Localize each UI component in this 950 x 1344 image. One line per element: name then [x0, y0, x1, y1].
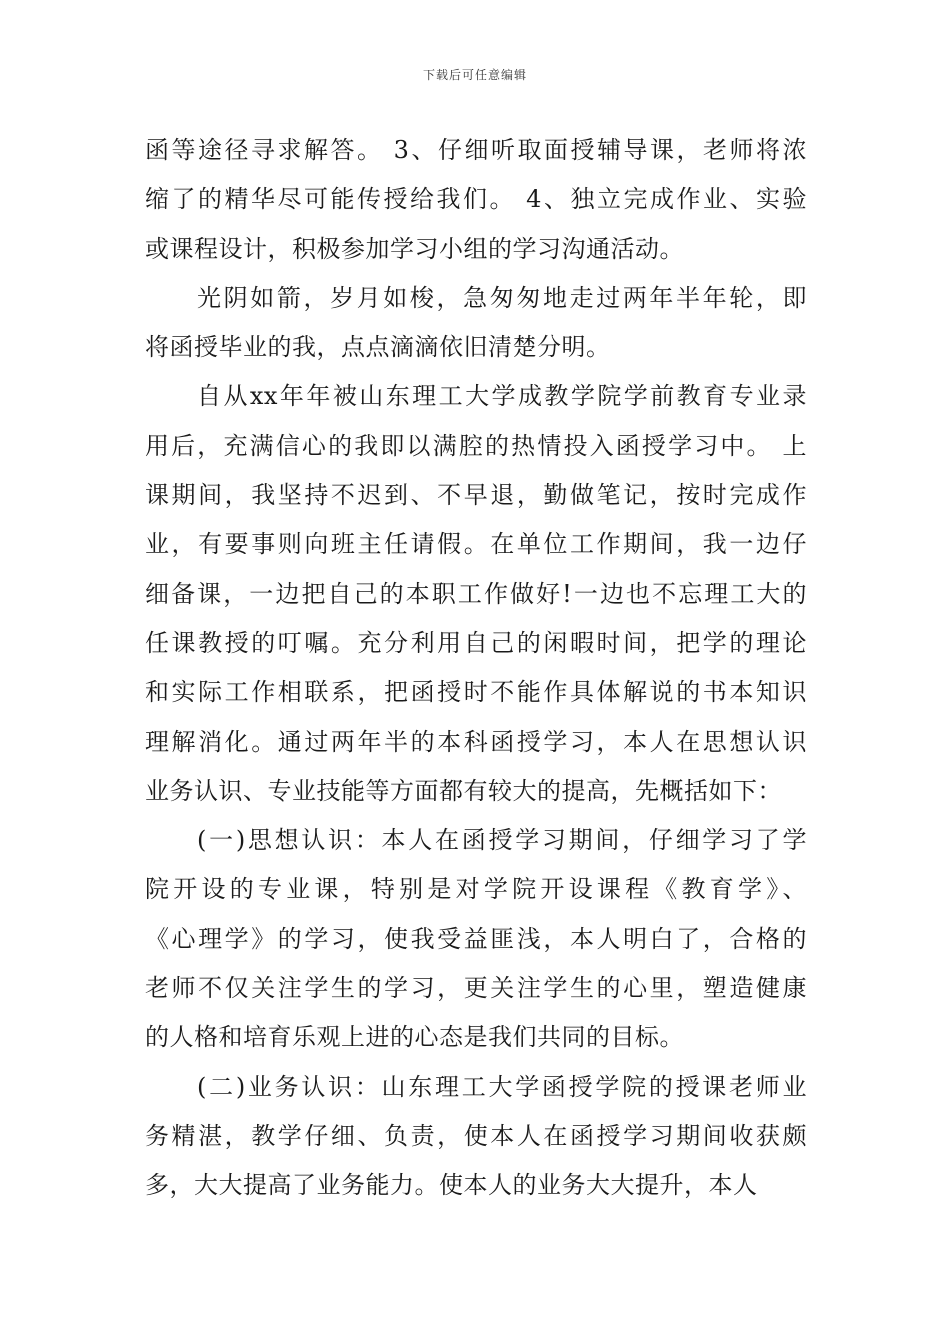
paragraph: [145, 1063, 807, 1211]
text-line: 院开设的专业课，特别是对学院开设课程《教育学》、: [145, 875, 807, 904]
text-line: 和实际工作相联系，把函授时不能作具体解说的书本知识: [145, 678, 807, 707]
text-line: 将函授毕业的我，点点滴滴依旧清楚分明。: [145, 333, 611, 362]
text-line: 老师不仅关注学生的学习，更关注学生的心里，塑造健康: [145, 974, 807, 1003]
text-line: 用后，充满信心的我即以满腔的热情投入函授学习中。 上: [145, 431, 807, 460]
paragraph: [145, 816, 807, 1062]
paragraph: [145, 126, 807, 274]
text-line: 业务认识、专业技能等方面都有较大的提高，先概括如下：: [145, 776, 782, 805]
text-line: 《心理学》的学习，使我受益匪浅，本人明白了，合格的: [145, 924, 807, 953]
text-line: 课期间，我坚持不迟到、不早退，勤做笔记，按时完成作: [145, 481, 807, 510]
text-line: 函等途径寻求解答。 3、仔细听取面授辅导课，老师将浓: [145, 136, 807, 164]
text-line: 多，大大提高了业务能力。使本人的业务大大提升，本人: [145, 1171, 758, 1200]
text-line: (二)业务认识：山东理工大学函授学院的授课老师业: [197, 1072, 807, 1101]
document-body: [145, 126, 807, 1211]
text-line: 光阴如箭，岁月如梭，急匆匆地走过两年半年轮，即: [197, 283, 807, 312]
text-line: (一)思想认识：本人在函授学习期间，仔细学习了学: [197, 826, 807, 855]
text-line: 业，有要事则向班主任请假。在单位工作期间，我一边仔: [145, 530, 807, 559]
text-line: 细备课，一边把自己的本职工作做好!一边也不忘理工大的: [145, 579, 807, 608]
text-line: 理解消化。通过两年半的本科函授学习，本人在思想认识: [145, 727, 807, 756]
paragraph: [145, 372, 807, 816]
page-header: 下载后可任意编辑: [422, 68, 527, 82]
text-line: 任课教授的叮嘱。充分利用自己的闲暇时间，把学的理论: [145, 628, 807, 657]
text-line: 务精湛，教学仔细、负责，使本人在函授学习期间收获颇: [145, 1121, 807, 1150]
text-line: 或课程设计，积极参加学习小组的学习沟通活动。: [145, 234, 684, 263]
paragraph: [145, 274, 807, 373]
text-line: 自从xx年年被山东理工大学成教学院学前教育专业录: [197, 382, 807, 411]
text-line: 缩了的精华尽可能传授给我们。 4、独立完成作业、实验: [145, 185, 807, 214]
text-line: 的人格和培育乐观上进的心态是我们共同的目标。: [145, 1023, 684, 1052]
